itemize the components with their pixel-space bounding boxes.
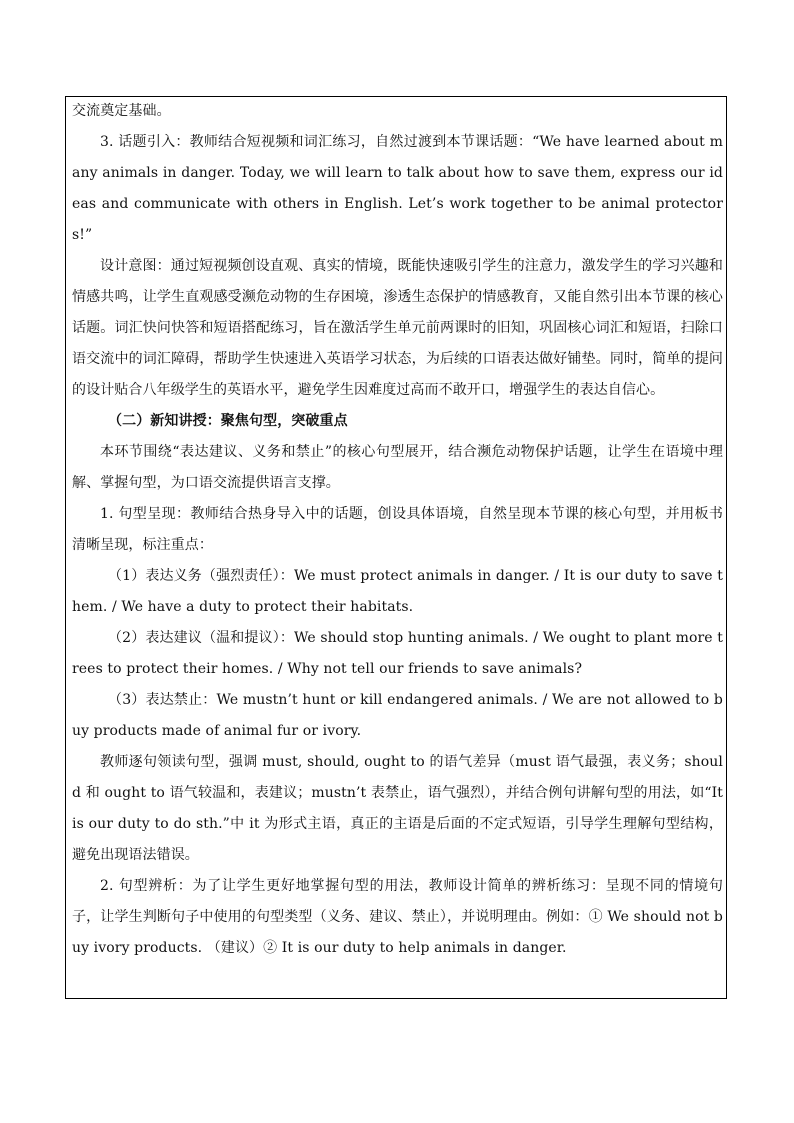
paragraph-pattern-presentation: 1. 句型呈现：教师结合热身导入中的话题，创设具体语境，自然呈现本节课的核心句型，并用板书清晰呈现，标注重点： — [72, 506, 723, 553]
paragraph-section-overview: 本环节围绕“表达建议、义务和禁止”的核心句型展开，结合濒危动物保护话题，让学生在语境中理解、掌握句型，为口语交流提供语言支撑。 — [72, 444, 723, 491]
section-heading-new-knowledge: （二）新知讲授：聚焦句型，突破重点 — [108, 413, 348, 429]
paragraph-foundation: 交流奠定基础。 — [72, 103, 171, 119]
paragraph-teacher-reading: 教师逐句领读句型，强调 must, should, ought to 的语气差异（must 语气最强，表义务；should 和 ought to 语气较温和，表建议；mustn’t 表禁止，语气强烈），并结合例句讲解句型的用法，如“It is our duty to do sth.”中 it 为形式主语，真正的主语是后面的不定式短语，引导学生理解句型结构，避免出现语法错误。 — [72, 754, 723, 863]
paragraph-suggestion: （2）表达建议（温和提议）：We should stop hunting animals. / We ought to plant more trees to protect their homes. / Why not tell our friends to save animals? — [72, 630, 723, 677]
paragraph-prohibition: （3）表达禁止：We mustn’t hunt or kill endangered animals. / We are not allowed to buy products made of animal fur or ivory. — [72, 692, 723, 739]
paragraph-design-intent: 设计意图：通过短视频创设直观、真实的情境，既能快速吸引学生的注意力，激发学生的学习兴趣和情感共鸣，让学生直观感受濒危动物的生存困境，渗透生态保护的情感教育，又能自然引出本节课的核心话题。词汇快问快答和短语搭配练习，旨在激活学生单元前两课时的旧知，巩固核心词汇和短语，扫除口语交流中的词汇障碍，帮助学生快速进入英语学习状态，为后续的口语表达做好铺垫。同时，简单的提问的设计贴合八年级学生的英语水平，避免学生因难度过高而不敢开口，增强学生的表达自信心。 — [72, 258, 723, 398]
paragraph-topic-intro: 3. 话题引入：教师结合短视频和词汇练习，自然过渡到本节课话题：“We have learned about many animals in danger. Today, we will learn to talk about how to save them, express our ideas and communicate with others in English. Let’s work together to be animal protectors!” — [72, 134, 723, 243]
paragraph-obligation: （1）表达义务（强烈责任）：We must protect animals in danger. / It is our duty to save them. / We have a duty to protect their habitats. — [72, 568, 723, 615]
lesson-plan-content — [72, 96, 723, 964]
paragraph-pattern-analysis: 2. 句型辨析：为了让学生更好地掌握句型的用法，教师设计简单的辨析练习：呈现不同的情境句子，让学生判断句子中使用的句型类型（义务、建议、禁止），并说明理由。例如：① We should not buy ivory products. （建议）② It is our duty to help animals in danger. — [72, 878, 723, 956]
